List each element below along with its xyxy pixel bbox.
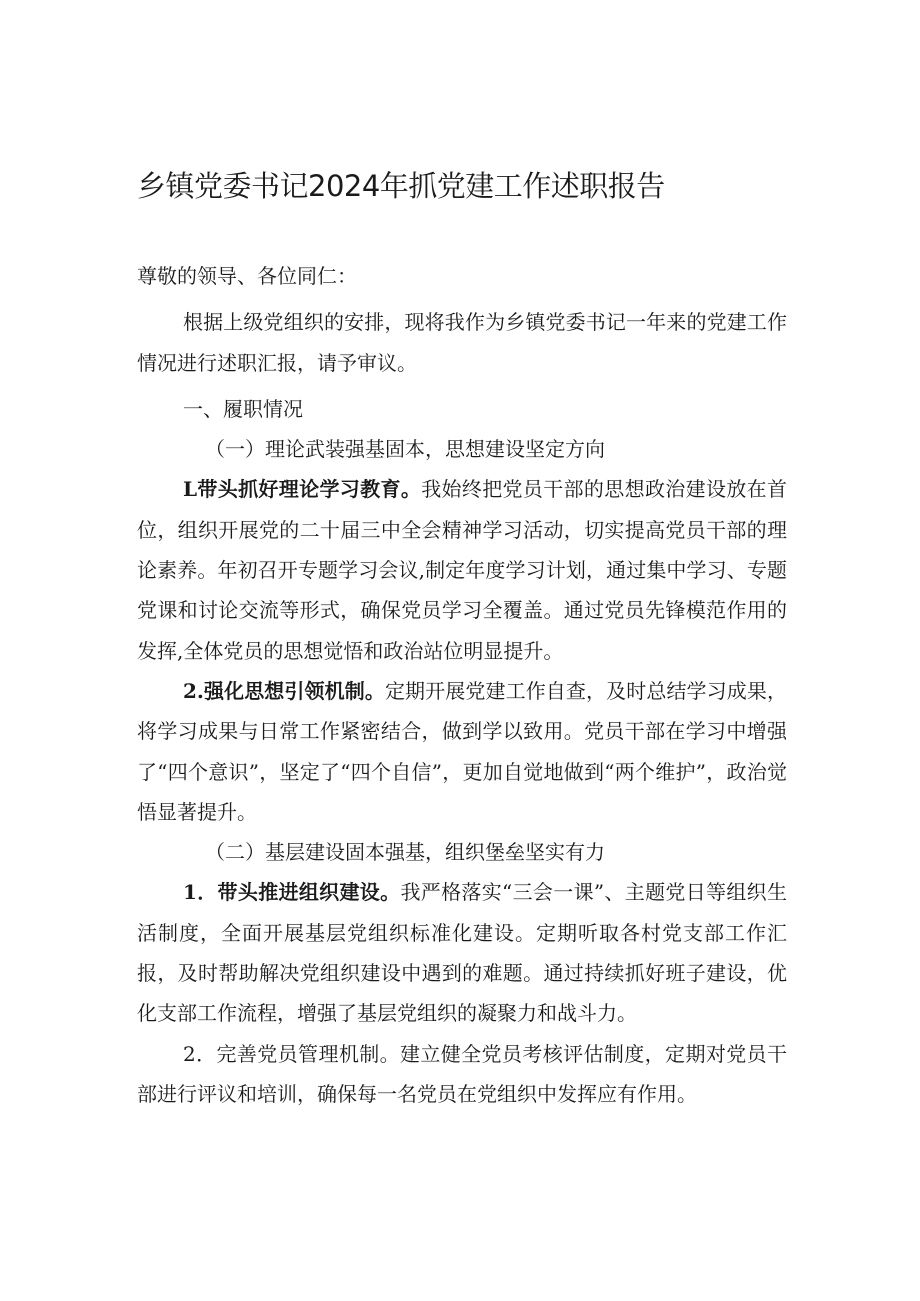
paragraph-lead: L带头抓好理论学习教育。	[183, 477, 422, 502]
paragraph-member-management	[137, 1034, 787, 1115]
paragraph-text: 我始终把党员干部的思想政治建设放在首位，组织开展党的二十届三中全会精神学习活动，切实提高党员干部的理论素养。年初召开专题学习会议,制定年度学习计划，通过集中学习、专题党课和讨论交流等形式，确保党员学习全覆盖。通过党员先锋模范作用的发挥,全体党员的思想觉悟和政治站位明显提升。	[137, 477, 788, 663]
salutation: 尊敬的领导、各位同仁：	[137, 264, 357, 288]
paragraph-thought-guidance	[137, 671, 787, 832]
paragraph-text: 我严格落实“三会一课”、主题党日等组织生活制度，全面开展基层党组织标准化建设。定期听取各村党支部工作汇报，及时帮助解决党组织建设中遇到的难题。通过持续抓好班子建设，优化支部工作流程，增强了基层党组织的凝聚力和战斗力。	[137, 880, 787, 1026]
paragraph-lead: 1．带头推进组织建设。	[183, 880, 401, 905]
document-body	[137, 256, 787, 1114]
subsection-heading-theory: （一）理论武装强基固本，思想建设坚定方向	[205, 437, 605, 462]
paragraph-lead: 2.强化思想引领机制。	[183, 678, 385, 703]
paragraph-lead: 2．完善党员管理机制。	[183, 1041, 400, 1066]
paragraph-text: 建立健全党员考核评估制度，定期对党员干部进行评议和培训，确保每一名党员在党组织中发挥应有作用。	[137, 1041, 787, 1106]
paragraph-text: 定期开展党建工作自查，及时总结学习成果，将学习成果与日常工作紧密结合，做到学以致用。党员干部在学习中增强了“四个意识”，坚定了“四个自信”，更加自觉地做到“两个维护”，政治觉悟显著提升。	[137, 678, 787, 824]
subsection-heading-grassroots: （二）基层建设固本强基，组织堡垒坚实有力	[205, 840, 605, 865]
document-title: 乡镇党委书记2024年抓党建工作述职报告	[137, 169, 665, 203]
paragraph-organization-building	[137, 872, 787, 1033]
intro-paragraph: 根据上级党组织的安排，现将我作为乡镇党委书记一年来的党建工作情况进行述职汇报，请予审议。	[137, 310, 787, 375]
paragraph-theory-study	[137, 469, 787, 670]
section-heading-performance: 一、履职情况	[183, 396, 303, 421]
